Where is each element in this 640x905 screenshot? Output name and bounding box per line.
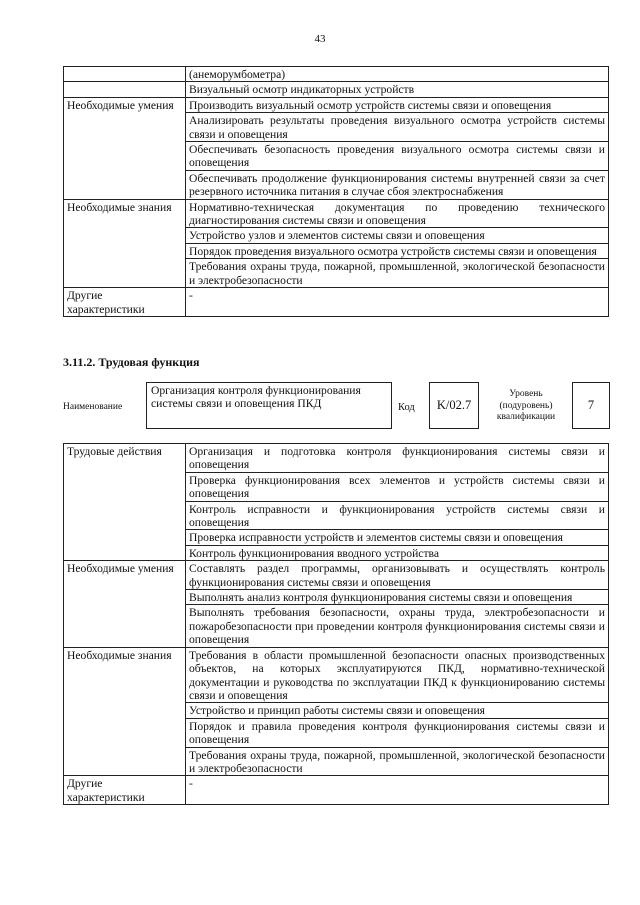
- function-code-box: K/02.7: [429, 382, 479, 429]
- table-cell: (анеморумбометра): [186, 67, 609, 82]
- page-number: 43: [314, 33, 326, 45]
- table-row: [64, 561, 609, 590]
- skills-label: Необходимые умения: [64, 97, 186, 199]
- empty-label-cell: [64, 67, 186, 82]
- table-row: [64, 444, 609, 473]
- other-label: Другие характеристики: [64, 288, 186, 317]
- table-cell: Проверка функционирования всех элементов и устройств системы связи и оповещения: [186, 472, 609, 501]
- table-row: [64, 97, 609, 112]
- table-row: [64, 776, 609, 805]
- table-cell: Проверка исправности устройств и элементов системы связи и оповещения: [186, 530, 609, 545]
- section-heading: 3.11.2. Трудовая функция: [63, 355, 200, 369]
- table-cell: Порядок и правила проведения контроля функционирования системы связи и оповещения: [186, 718, 609, 747]
- table-cell: Обеспечивать продолжение функционирования системы внутренней связи за счет резервного источника питания в случае сбоя электроснабжения: [186, 170, 609, 199]
- actions-label: Трудовые действия: [64, 444, 186, 561]
- empty-label-cell: [64, 82, 186, 97]
- other-label: Другие характеристики: [64, 776, 186, 805]
- function-name-box: Организация контроля функционирования системы связи и оповещения ПКД: [146, 382, 392, 429]
- table-cell: Контроль функционирования вводного устройства: [186, 545, 609, 560]
- skills-label: Необходимые умения: [64, 561, 186, 647]
- table-cell: -: [186, 776, 609, 805]
- labor-function-table: [63, 443, 609, 805]
- table-cell: Организация и подготовка контроля функционирования системы связи и оповещения: [186, 444, 609, 473]
- level-label: Уровень (подуровень) квалификации: [496, 389, 556, 422]
- table-row: [64, 647, 609, 703]
- table-cell: Нормативно-техническая документация по проведению технического диагностирования системы связи и оповещения: [186, 199, 609, 228]
- table-cell: Визуальный осмотр индикаторных устройств: [186, 82, 609, 97]
- table-cell: Анализировать результаты проведения визуального осмотра устройств системы связи и оповещения: [186, 113, 609, 142]
- table-cell: Выполнять требования безопасности, охраны труда, электробезопасности и пожаробезопасности при проведении контроля функционирования системы связи и оповещения: [186, 605, 609, 647]
- table-cell: Обеспечивать безопасность проведения визуального осмотра системы связи и оповещения: [186, 142, 609, 171]
- knowledge-label: Необходимые знания: [64, 647, 186, 776]
- table-cell: Требования охраны труда, пожарной, промышленной, экологической безопасности и электробезопасности: [186, 747, 609, 776]
- table-row: [64, 199, 609, 228]
- table-cell: Производить визуальный осмотр устройств системы связи и оповещения: [186, 97, 609, 112]
- table-cell: Требования охраны труда, пожарной, промышленной, экологической безопасности и электробезопасности: [186, 259, 609, 288]
- table-cell: Устройство и принцип работы системы связи и оповещения: [186, 703, 609, 718]
- table-row: [64, 288, 609, 317]
- knowledge-label: Необходимые знания: [64, 199, 186, 287]
- table-row: [64, 67, 609, 82]
- table-cell: Требования в области промышленной безопасности опасных производственных объектов, на которых эксплуатируются ПКД, нормативно-технической документации и руководства по эксплуатации ПКД к функционированию системы связи и оповещения: [186, 647, 609, 703]
- level-value-box: 7: [572, 382, 610, 429]
- table-cell: Выполнять анализ контроля функционирования системы связи и оповещения: [186, 590, 609, 605]
- table-cell: Составлять раздел программы, организовывать и осуществлять контроль функционирования системы связи и оповещения: [186, 561, 609, 590]
- competency-table-continued: [63, 66, 609, 317]
- name-label: Наименование: [63, 402, 123, 412]
- table-cell: Устройство узлов и элементов системы связи и оповещения: [186, 228, 609, 243]
- table-row: [64, 82, 609, 97]
- table-cell: -: [186, 288, 609, 317]
- table-cell: Контроль исправности и функционирования устройств системы связи и оповещения: [186, 501, 609, 530]
- code-label: Код: [398, 402, 415, 413]
- table-cell: Порядок проведения визуального осмотра устройств системы связи и оповещения: [186, 243, 609, 258]
